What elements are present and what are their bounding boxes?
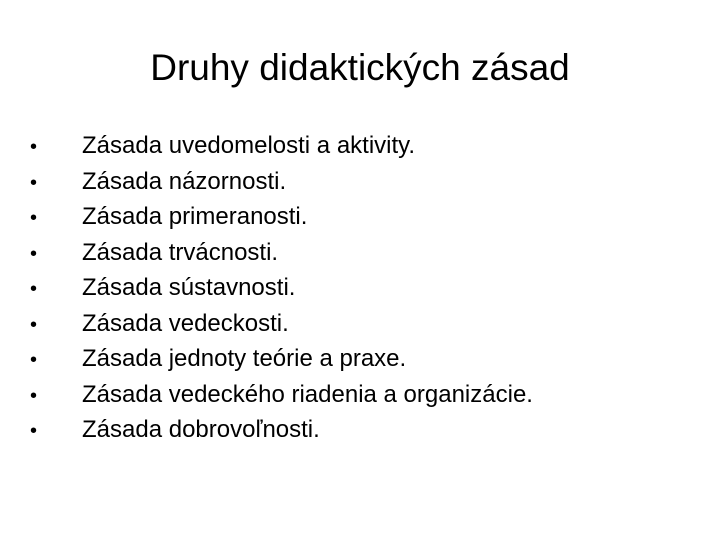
list-item bbox=[30, 128, 533, 164]
list-item-text: Zásada vedeckosti. bbox=[82, 309, 289, 337]
list-item-text: Zásada názornosti. bbox=[82, 167, 287, 195]
bullet-icon: • bbox=[30, 207, 38, 229]
bullet-icon: • bbox=[30, 384, 38, 407]
list-item-text: Zásada jednoty teórie a praxe. bbox=[82, 345, 407, 372]
list-item bbox=[30, 341, 533, 377]
list-item bbox=[30, 164, 533, 200]
bullet-icon: • bbox=[30, 136, 38, 158]
list-item-text: Zásada sústavnosti. bbox=[82, 274, 296, 301]
list-item bbox=[30, 235, 533, 271]
list-item bbox=[30, 270, 533, 306]
bullet-icon: • bbox=[30, 278, 38, 300]
bullet-icon: • bbox=[30, 313, 38, 336]
list-item-text: Zásada uvedomelosti a aktivity. bbox=[82, 132, 416, 159]
bullet-icon: • bbox=[30, 420, 38, 442]
list-item-text: Zásada vedeckého riadenia a organizácie. bbox=[82, 380, 533, 408]
list-item bbox=[30, 377, 533, 413]
list-item bbox=[30, 199, 533, 235]
bullet-icon: • bbox=[30, 171, 38, 194]
list-item-text: Zásada primeranosti. bbox=[82, 203, 308, 230]
bullet-icon: • bbox=[30, 242, 38, 265]
list-item-text: Zásada trvácnosti. bbox=[82, 238, 279, 266]
list-item bbox=[30, 412, 533, 448]
list-item-text: Zásada dobrovoľnosti. bbox=[82, 416, 320, 443]
bullet-icon: • bbox=[30, 349, 38, 371]
list-item bbox=[30, 306, 533, 342]
bullet-list bbox=[30, 128, 533, 448]
slide-title: Druhy didaktických zásad bbox=[150, 47, 570, 88]
